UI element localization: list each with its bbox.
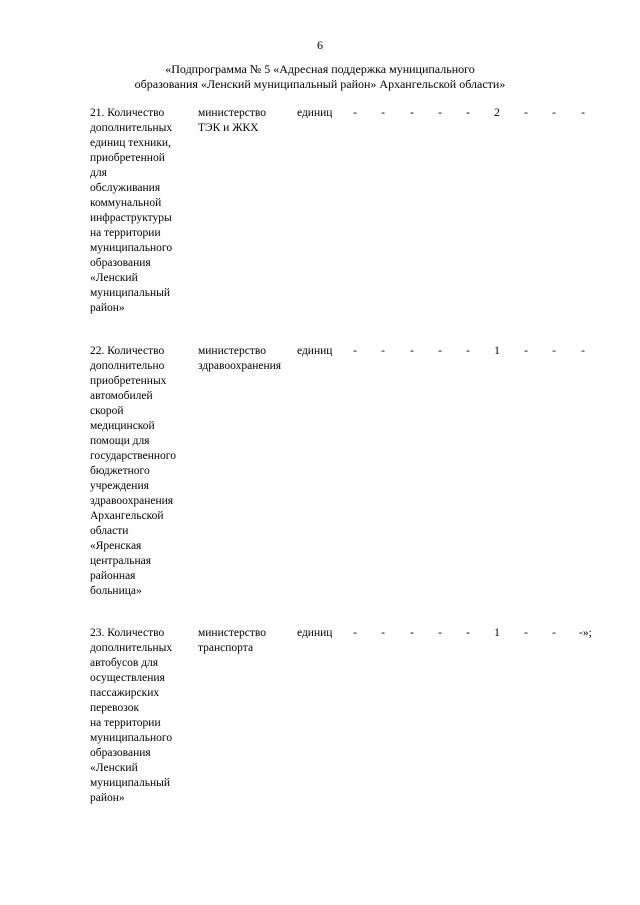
responsible-ministry (198, 106, 293, 136)
indicator-line: дополнительных (90, 642, 173, 654)
year-value: - (552, 107, 556, 119)
indicator-line: перевозок (90, 702, 140, 714)
indicator-name (90, 344, 192, 599)
year-value: - (381, 627, 385, 639)
indicator-line: на территории (90, 717, 161, 729)
indicator-line: муниципальный (90, 287, 171, 299)
indicator-line: инфраструктуры (90, 212, 172, 224)
indicator-line: дополнительно (90, 360, 165, 372)
unit-of-measure: единиц (297, 627, 333, 639)
indicator-line: медицинской (90, 420, 155, 432)
subprogram-heading (120, 62, 520, 92)
year-value: - (410, 107, 414, 119)
indicator-line: бюджетного (90, 465, 150, 477)
indicator-line: осуществления (90, 672, 165, 684)
year-value: - (466, 627, 470, 639)
year-value: - (438, 627, 442, 639)
indicator-line: учреждения (90, 480, 149, 492)
year-value: 1 (494, 345, 500, 357)
indicator-line: здравоохранения (90, 495, 174, 507)
unit-of-measure: единиц (297, 345, 333, 357)
indicator-line: скорой (90, 405, 124, 417)
indicator-line: единиц техники, (90, 137, 171, 149)
year-value: 2 (494, 107, 500, 119)
indicator-line: автомобилей (90, 390, 153, 402)
year-value: 1 (494, 627, 500, 639)
indicator-line: государственного (90, 450, 176, 462)
responsible-ministry (198, 626, 293, 656)
year-value: - (552, 345, 556, 357)
heading-line: «Подпрограмма № 5 «Адресная поддержка муниципального (165, 62, 475, 76)
year-value: - (438, 107, 442, 119)
ministry-line: транспорта (198, 642, 254, 654)
indicator-name (90, 626, 192, 806)
indicator-line: Архангельской (90, 510, 164, 522)
year-value: - (410, 345, 414, 357)
indicator-line: «Ленский (90, 762, 138, 774)
year-value: - (410, 627, 414, 639)
ministry-line: министерство (198, 627, 266, 639)
year-value: - (381, 345, 385, 357)
page-number: 6 (317, 38, 323, 52)
indicator-line: на территории (90, 227, 161, 239)
ministry-line: ТЭК и ЖКХ (198, 122, 259, 134)
indicator-line: дополнительных (90, 122, 173, 134)
year-value: - (466, 345, 470, 357)
year-value: - (581, 345, 585, 357)
year-value: - (381, 107, 385, 119)
year-value: - (353, 345, 357, 357)
indicator-line: район» (90, 302, 125, 314)
ministry-line: здравоохранения (198, 360, 282, 372)
indicator-line: муниципальный (90, 777, 171, 789)
indicator-line: «Яренская (90, 540, 142, 552)
indicator-line: области (90, 525, 129, 537)
year-value: - (353, 627, 357, 639)
year-value: - (353, 107, 357, 119)
indicator-line: «Ленский (90, 272, 138, 284)
indicator-line: для (90, 167, 107, 179)
indicator-line: приобретенной (90, 152, 165, 164)
indicator-line: район» (90, 792, 125, 804)
unit-of-measure: единиц (297, 107, 333, 119)
year-value: - (524, 627, 528, 639)
indicator-line: образования (90, 257, 151, 269)
responsible-ministry (198, 344, 293, 374)
indicator-line: автобусов для (90, 657, 159, 669)
indicator-name (90, 106, 192, 316)
year-value: - (438, 345, 442, 357)
indicator-line: больница» (90, 585, 142, 597)
indicator-line: пассажирских (90, 687, 160, 699)
indicator-line: образования (90, 747, 151, 759)
indicator-line: 22. Количество (90, 345, 165, 357)
ministry-line: министерство (198, 107, 266, 119)
year-value: - (524, 345, 528, 357)
year-value: - (524, 107, 528, 119)
heading-line: образования «Ленский муниципальный район» Архангельской области» (134, 77, 506, 91)
indicator-line: районная (90, 570, 136, 582)
indicator-line: муниципального (90, 732, 173, 744)
year-value: - (466, 107, 470, 119)
indicator-line: приобретенных (90, 375, 167, 387)
year-value: - (581, 107, 585, 119)
indicator-line: муниципального (90, 242, 173, 254)
indicator-line: коммунальной (90, 197, 162, 209)
indicator-line: 21. Количество (90, 107, 165, 119)
year-value: - (552, 627, 556, 639)
year-value: -»; (579, 627, 592, 639)
indicator-line: помощи для (90, 435, 150, 447)
indicator-line: 23. Количество (90, 627, 165, 639)
indicator-line: центральная (90, 555, 152, 567)
ministry-line: министерство (198, 345, 266, 357)
indicator-line: обслуживания (90, 182, 161, 194)
